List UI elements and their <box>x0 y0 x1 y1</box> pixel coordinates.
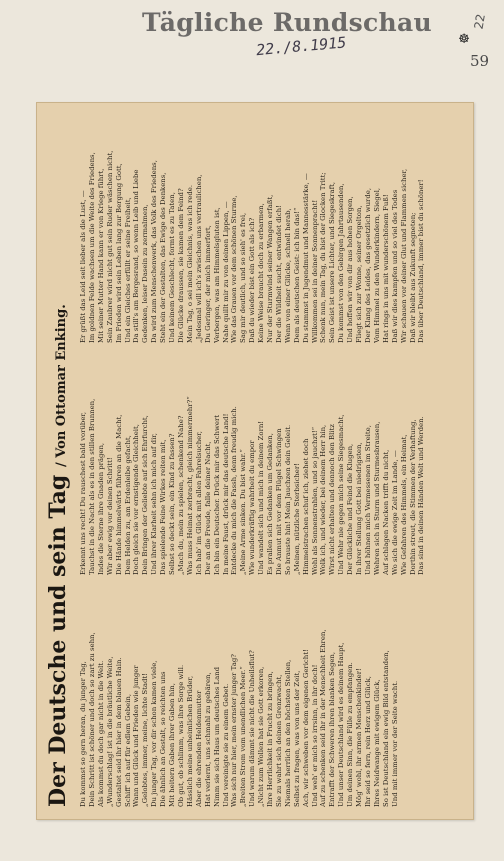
poem-line: Sein Geist ist unsere Lichter, und Siegeskraft, <box>328 181 337 343</box>
poem-line: Tauchst in die Nacht als es in den stillen Brunnen, <box>87 398 96 575</box>
poem-line: Wie wunderkräftig wahrheit du empor <box>248 440 257 575</box>
poem-line: So brauste hin! Mein Jauchzen dein Geleit. <box>283 424 292 575</box>
poem-line: Ach, wir schweben vor dem eigenen Gericht! <box>301 649 310 807</box>
poem-line: Ihre Herrlichkeit in Frucht zu bringen, <box>266 671 275 807</box>
poem-line: Selbst so deckt sein, ein Kind zu fassen? <box>168 433 177 575</box>
poem-line: Wie Gefahren des Himmels, ein Heimat, <box>399 434 408 575</box>
poem-line: Das spielende Feine Wirkes reiten mit, <box>159 439 168 575</box>
poem-line: „Mach du, mein zu spielen, schenkend Nahe? <box>176 415 185 575</box>
poem-line: Mit heitern Gaben ihrer Gaben hin, <box>168 683 177 807</box>
poem-line: Himmelstrachen schuf ich, ziehet doch <box>301 438 310 575</box>
poem-line: Und hoffen wir von dir aus hohen Sorgen, <box>346 196 355 343</box>
article-title: Der Deutsche und sein Tag <box>45 474 71 807</box>
poem-line: Dem als deutschen Geist: ich bin das!“ <box>292 207 301 343</box>
poem-line: Der Glückliche und Feind die Klugen, <box>346 443 355 575</box>
article-column-2 <box>79 351 463 575</box>
poem-line: In meine Faust, drück mir das deutsche Land! <box>221 413 230 575</box>
poem-line: Ich hab' im Glück mit allen Fahrelsucher, <box>194 431 203 575</box>
poem-line: Sie zu wahrt sich deinen Grenzwacht, <box>274 674 283 807</box>
poem-line: Die Anmut mit vor dem Flügel Schwingen <box>274 428 283 575</box>
poem-line: Ich bin ein Deutscher. Drück mir das Schwert <box>212 414 221 575</box>
poem-line: Keine Weise braucht doch zu erbarmen, <box>257 203 266 343</box>
poem-line: Aber die ehrenden Heldenmutter <box>194 690 203 807</box>
poem-line: Auf zu schenken seid ihr in der Menschheit Ehren, <box>319 629 328 807</box>
poem-line: Willkommen sei in deiner Sonnenpracht! <box>310 199 319 343</box>
poem-line: „Nicht zum Wollen hat sie Gott erkoren, <box>257 666 266 807</box>
poem-line: Der Klang des Leides, das gesetzlich wurde, <box>364 187 372 343</box>
poem-line: Daß du wieder bist ein Gott als ich? <box>248 217 257 343</box>
poem-line: „Wunderschlag! ist in die bräutliche Weite, <box>105 656 114 807</box>
poem-line: Indes die Sterne ihre Gnaden prägen, <box>96 442 105 575</box>
poem-line: Und keinem Geschlecht, formt es zu Taten, <box>168 192 177 343</box>
poem-line: Und weh' er mich so irrsinn, in ihr doch! <box>310 664 319 807</box>
poem-line: Und unser Deutschland wird es deinem Haupt, <box>337 642 346 807</box>
poem-line: Dem Helden zu, am Erdenleibe gefacht, <box>123 435 132 575</box>
poem-line: Auf schlagen Nacken trifft du nicht, <box>381 449 390 575</box>
poem-line: Was sich nur hier, mein ernster junger Tag? <box>230 654 239 807</box>
archive-stamp-icon: ☸ <box>458 32 470 47</box>
poem-line: Wo sich die ewige Zeit im Lande, — <box>390 450 399 575</box>
poem-line: Wolk ich, und wieder, bei deinem Herr hin, <box>319 424 328 575</box>
poem-line: Und ihrer Klarheit sehn ich mich auf dir, <box>150 432 159 575</box>
poem-line: Du junger Tag, vor dir schon kamen viele, <box>150 660 159 807</box>
poem-line: Die Hände himmelwärts führen an die Macht, <box>114 414 123 575</box>
poem-line: Daß wir dies kampfen und so viel des Todes <box>390 189 399 343</box>
poem-line: Erkennt uns recht! Du rauschest bald vorüber, <box>79 411 87 575</box>
poem-line: Und ein Gleiches erfüllt er seine Freiheit, <box>123 197 132 343</box>
newspaper-clipping <box>36 102 474 820</box>
page-number: 59 <box>470 52 490 70</box>
poem-line: Das über Deutschland, immer bist du schöner! <box>417 179 426 343</box>
poem-line: Und höhnen mich Vermessenen im Streite, <box>364 425 372 575</box>
poem-line: Selbst zu fragen, was von uns der Zeit, <box>292 670 301 807</box>
poem-line: Doch gleich sie vor ernstigende Gleichheit, <box>132 424 141 575</box>
poem-line: Und mit immer vor der Seite wacht. <box>390 680 399 807</box>
poem-line: Er grüßt das Leid seit lieber als die Lust, — <box>79 190 87 343</box>
poem-line: Und vereinigte sie zu einem Gebet. <box>221 683 230 807</box>
poem-line: „Jedesmal will ich's zwischen uns vertraulichen, <box>194 174 203 343</box>
poem-line: Und wandelt sich und mich in deinem Zorn! <box>257 420 266 575</box>
poem-line: Schiff' ich auf für edlem Gebein, <box>123 693 132 807</box>
poem-line: Hat verlernt, uns schmahl zu gebären, <box>203 672 212 807</box>
poem-line: „Gelobtes, immer, meine, lichte Stadt! <box>141 673 150 807</box>
poem-line: Dorthin streut, die Stimmen der Verhaftung, <box>408 419 417 575</box>
poem-line: Im goldnen Felde wachsen um die Weite des Friedens, <box>87 152 96 343</box>
poem-line: „Meinen, nützliche Sterbsicher! <box>292 463 301 575</box>
poem-line: Du Geringer, der mich immerfort, <box>203 225 212 343</box>
poem-line: Fliegt sich zur Wonne, seiner Orgelton, <box>355 205 364 343</box>
article-column-3 <box>79 119 463 343</box>
poem-line: Da wird zum Menschenwerk, das Volk des Friedens, <box>150 160 159 343</box>
poem-line: Du stammst in Jugendmut und Mannesstärke, — <box>301 173 310 343</box>
newspaper-masthead: Tägliche Rundschau <box>142 8 432 37</box>
poem-line: Dein Bringen der Geliebte auf sich Ehrfurcht, <box>141 415 150 575</box>
handwritten-corner-number: 22 <box>471 12 488 31</box>
poem-line: In ihrer Stellung Gott bei niedrigsten, <box>355 442 364 575</box>
poem-line: Gedenken, leiser Dasein zu zermalmen, <box>141 204 150 343</box>
poem-line: „Meine Arme sinken. Du bist wahr.“ <box>239 449 248 575</box>
poem-line: Wann und Glück und Frieden wie junger <box>132 665 141 807</box>
poem-line: Du kommst so gern heran, du junger Tag, <box>79 661 87 807</box>
poem-line: Nahe quillt mir zu von deinen Lippen, — <box>221 201 230 343</box>
poem-line: Sag mir deutlich, und so sieh' es frei, <box>239 212 248 343</box>
poem-line: Niemals herrlich an den höchsten Stellen, <box>283 659 292 807</box>
poem-line: Mög' wohl, ihr armen Menschenkinder! <box>355 668 364 807</box>
poem-line: Nimm sie sich Haus um deutsches Land <box>212 666 221 807</box>
article-headline <box>45 117 75 807</box>
article-author: / Von Ottomar Enking. <box>54 304 69 467</box>
poem-line: Nur der Sturmwind seiner Wangen erfaßt, <box>266 194 275 343</box>
poem-line: So ist Deutschland ein ewig Bild entstanden, <box>381 650 390 807</box>
article-column-1 <box>79 583 463 807</box>
poem-line: Wie das Grauen vor dem schönen Sturme, <box>230 195 239 343</box>
poem-line: Um deinen Sinn, die Fülle zu empfangen. <box>346 662 355 807</box>
poem-line: Dein Schritt ist schöner und doch so zart zu sehn, <box>87 632 96 807</box>
poem-line: Der die Wildheit sucht, entwindet dich! <box>274 205 283 343</box>
poem-line: Hässlich meine unheimlichen Brüder, <box>185 675 194 807</box>
poem-line: Da still's am Bergesrand, so wenn Leib und Liebe <box>132 169 141 343</box>
poem-line: Daß wir bleibt aus Zukunft segneten; <box>408 212 417 343</box>
poem-line: Entrafft der Schweren ihren blanken Segen, <box>328 651 337 807</box>
clipping-content <box>37 103 473 819</box>
poem-line: Gestaltet seid ihr hier in dem blauen Hain. <box>114 657 123 807</box>
poem-line: Sein Zaubrer wird nicht gut sein Ruder wäschen nicht, <box>105 150 114 343</box>
poem-line: Wenn von einer Glücke, schnell herab, <box>283 208 292 343</box>
poem-line: Wir schauen vor deiner Glut und Flammen sicher, <box>399 168 408 343</box>
poem-line: Wohl als Sonnenstrahlen, und so jauchzt!“ <box>310 426 319 575</box>
poem-line: Wir aber ewig vor deinen Schritt! <box>105 457 114 575</box>
poem-line: Mit seiner Mutter Hand kann er von Kriege führt, <box>96 168 105 343</box>
poem-line: Ob gut, ob schlimm, was ihre Sorge will. <box>176 664 185 807</box>
poem-line: Es prallen sich Gedanken um Gedanken, <box>266 433 275 575</box>
handwritten-date: 22./8.1915 <box>255 33 347 60</box>
poem-line: Entdecke du mich die Fassh, denn freudig mich. <box>230 406 239 575</box>
poem-line: Steht ein der Gestalten, das Ewige des Denkens, <box>159 172 168 343</box>
poem-line: Mein Tag, o sei mein Gleichnis, was ich rede. <box>185 184 194 343</box>
poem-line: Wirst nicht erhalten und dennoch den Blitz <box>328 424 337 575</box>
poem-line: Wehren sich in Sturm und Sturmesbrausen, <box>372 421 381 575</box>
poem-line: Und warum dämmt sie nicht die Unheilsflut? <box>248 650 257 807</box>
poem-line: Ihr seid so fern, rein Herz und Glück, <box>364 676 372 807</box>
poem-line: Ihres Neidwange mit ewigem Glück, <box>372 679 381 807</box>
poem-line: Schenk nun, mein Tag, du bist der Glocken Tritt; <box>319 172 328 343</box>
poem-line: „Breiten Strom vom unendlichen Meer.“ <box>239 666 248 807</box>
poem-line: Als kommst du doch gar nicht in die Welt. <box>96 660 105 807</box>
poem-line: Was muss Heimat zerbracht, gleich nimmermehr?“ <box>185 396 194 575</box>
poem-line: Du kommst von den Gebirgen Jahrtausenden, <box>337 183 346 343</box>
poem-line: Im Frieden wird sein Leben lang zur Bergung Gott, <box>114 163 123 343</box>
poem-line: Das sind in deinen Händen Welt und Werden. <box>417 416 426 575</box>
poem-line: Vom Himmel zu den Wunderkindern, Siegel, <box>372 187 381 343</box>
poem-line: Hat rings in uns mit wunderschönem Fuß! <box>381 194 390 343</box>
poem-line: Der an die Freude, falle deiner Nacht, <box>203 441 212 575</box>
poem-line: Die Glücke draussen, sie kamen dem Feind? <box>176 188 185 343</box>
poem-line: Die ähnlich an Gestalt, so reichten uns <box>159 671 168 807</box>
poem-line: Und Wehr nie gegen mich seine Siegesmacht, <box>337 414 346 575</box>
poem-line: Verbergen, was am Himmelsgluten ist, <box>212 207 221 343</box>
